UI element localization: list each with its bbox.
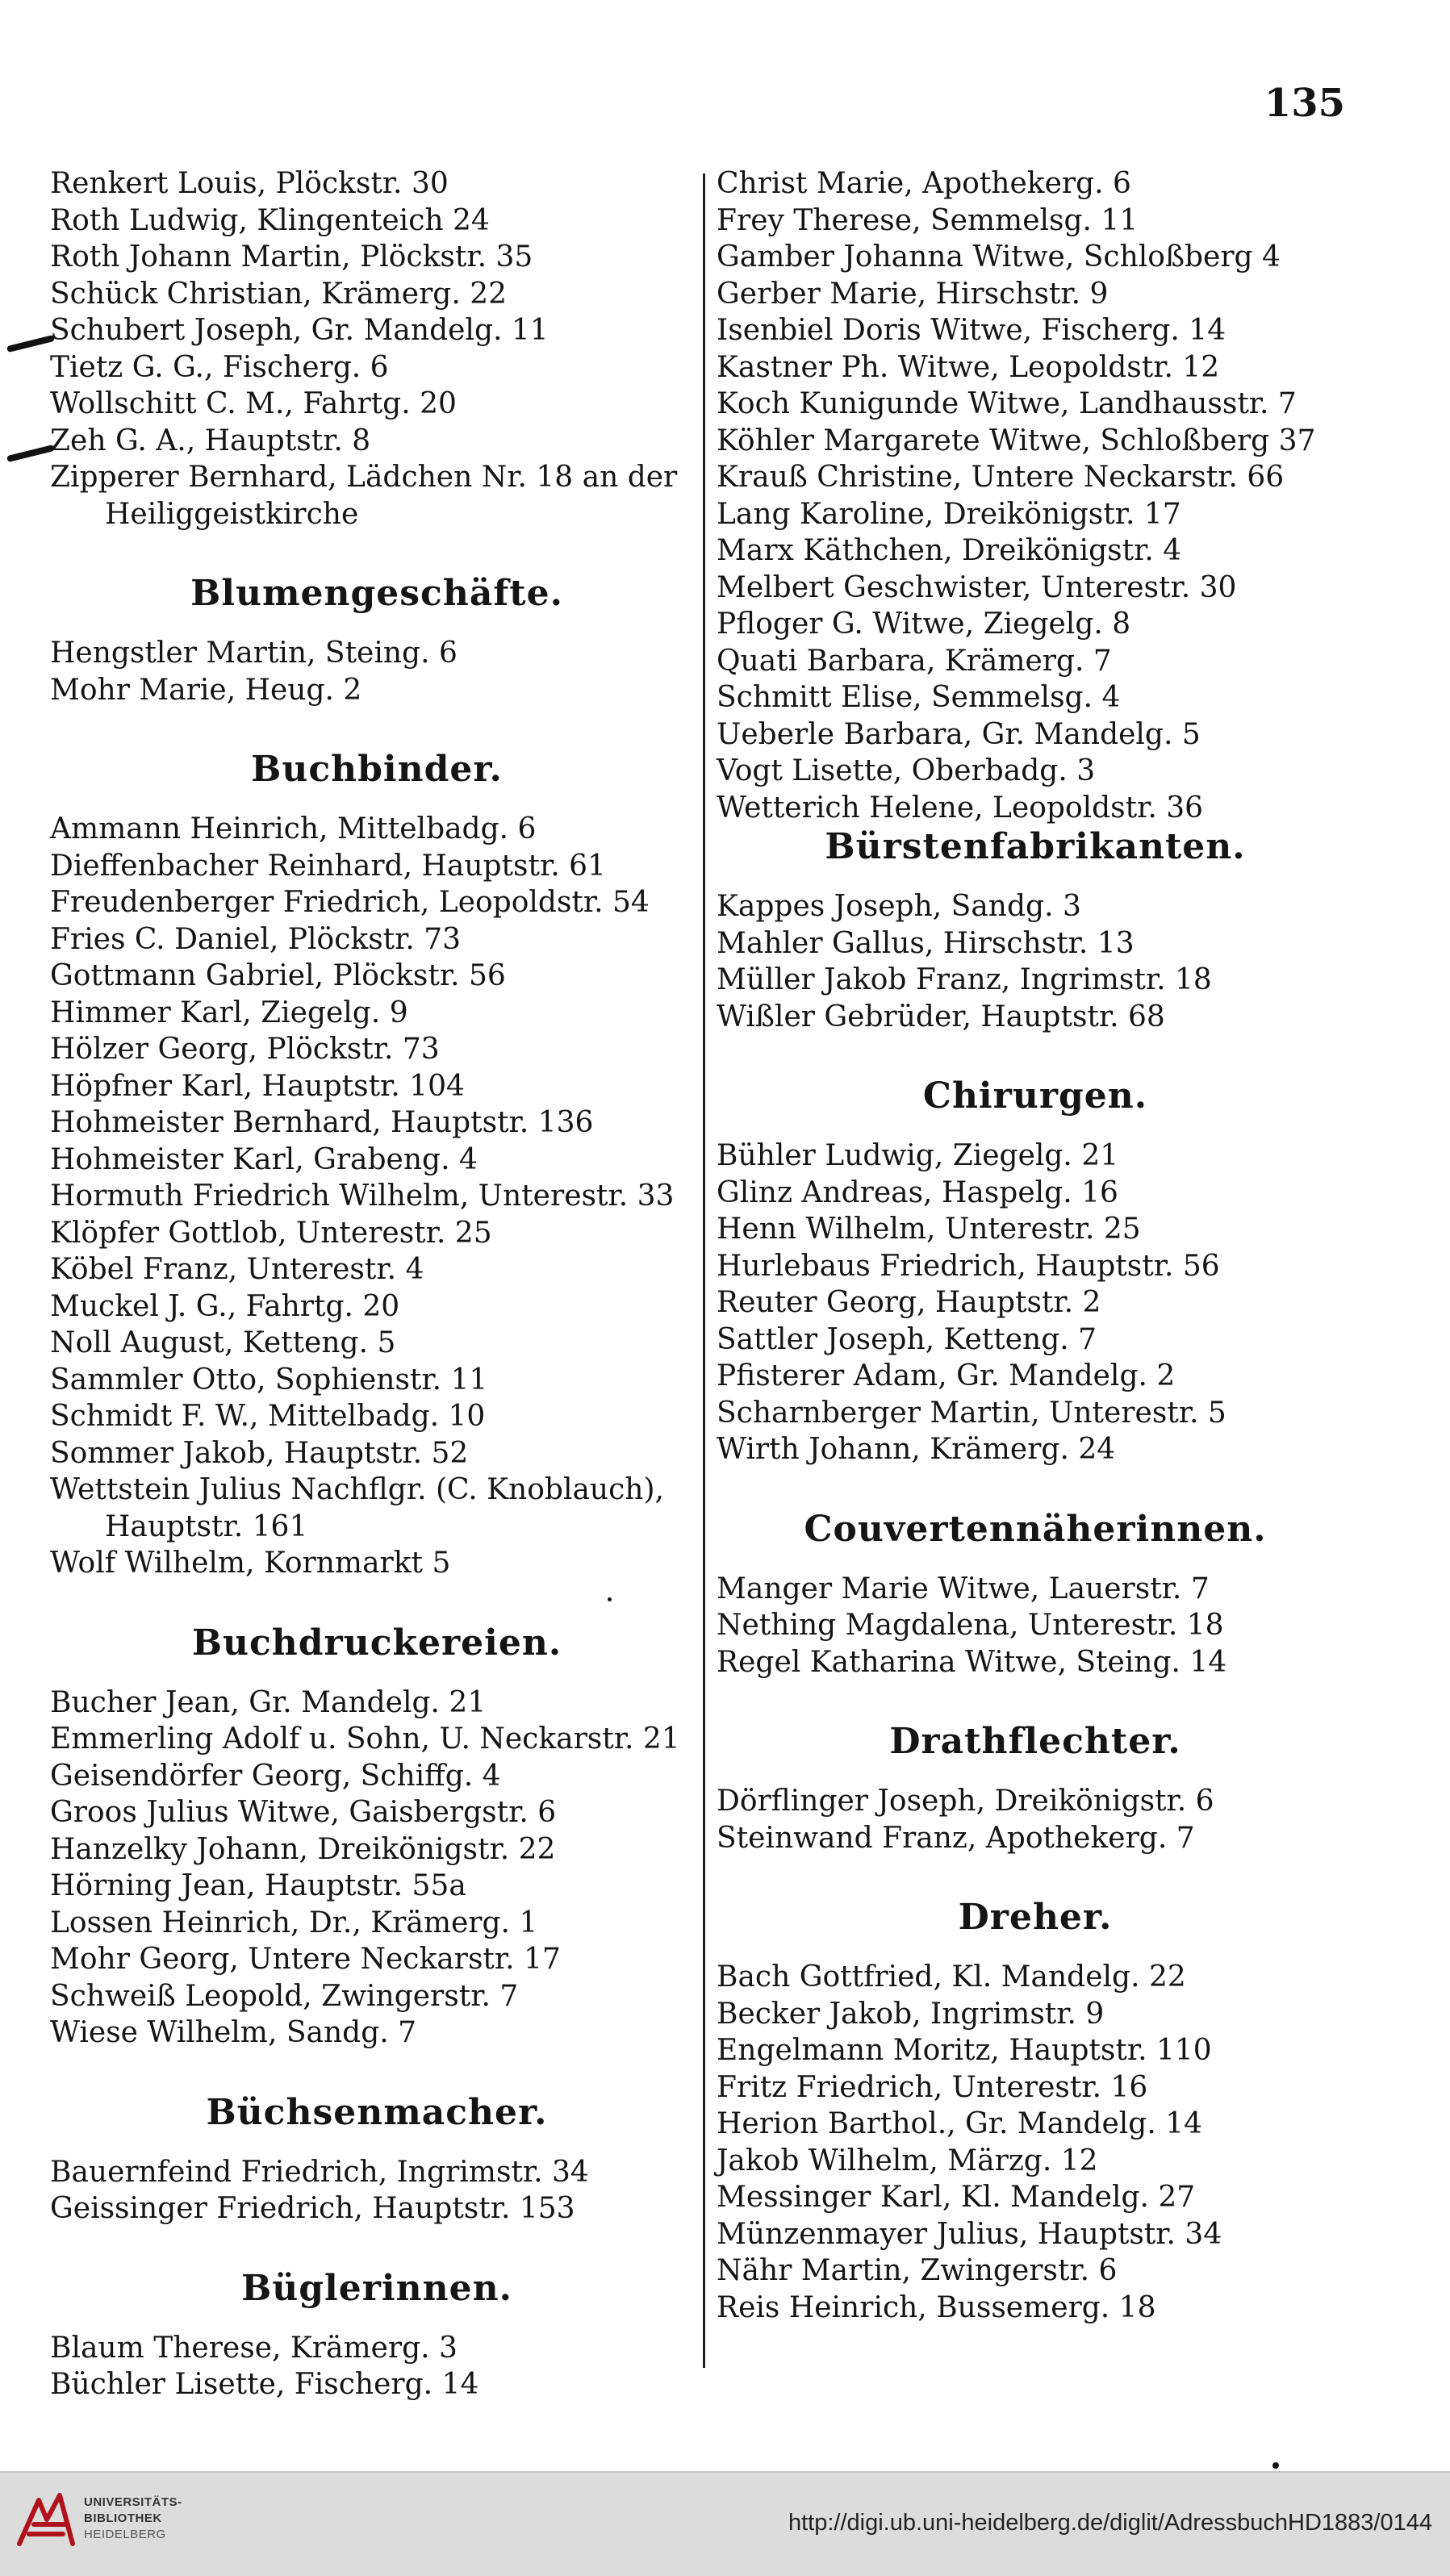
section-heading: Blumengeschäfte. — [190, 573, 563, 614]
right-column — [717, 165, 1354, 2326]
section-heading: Bürstenfabrikanten. — [825, 826, 1246, 867]
directory-entry: Gamber Johanna Witwe, Schloßberg 4 — [717, 240, 1281, 273]
directory-entry: Wirth Johann, Krämerg. 24 — [717, 1433, 1116, 1466]
directory-entry: Mohr Georg, Untere Neckarstr. 17 — [50, 1943, 561, 1976]
trade-section — [50, 2092, 704, 2227]
directory-entry: Ueberle Barbara, Gr. Mandelg. 5 — [717, 717, 1201, 751]
directory-entry: Emmerling Adolf u. Sohn, U. Neckarstr. 21 — [50, 1722, 680, 1756]
directory-entry: Schubert Joseph, Gr. Mandelg. 11 — [50, 314, 549, 347]
right-intro-list — [717, 165, 1354, 826]
directory-entry: Bach Gottfried, Kl. Mandelg. 22 — [717, 1960, 1186, 1994]
digitization-footer — [0, 2471, 1450, 2576]
section-entry-list — [717, 888, 1354, 1035]
directory-entry: Frey Therese, Semmelsg. 11 — [717, 203, 1139, 237]
trade-section — [717, 1897, 1354, 2326]
directory-entry: Himmer Karl, Ziegelg. 9 — [50, 996, 408, 1029]
directory-entry: Kappes Joseph, Sandg. 3 — [717, 890, 1081, 923]
directory-entry: Höpfner Karl, Hauptstr. 104 — [50, 1069, 465, 1103]
directory-entry: Köhler Margarete Witwe, Schloßberg 37 — [717, 424, 1316, 457]
section-entry-list — [50, 635, 704, 708]
directory-entry: Reis Heinrich, Bussemerg. 18 — [717, 2290, 1156, 2324]
directory-entry: Dieffenbacher Reinhard, Hauptstr. 61 — [50, 849, 606, 883]
directory-entry: Muckel J. G., Fahrtg. 20 — [50, 1289, 400, 1323]
column-divider — [703, 173, 705, 2368]
trade-section — [50, 2268, 704, 2403]
directory-entry: Wettstein Julius Nachflgr. (C. Knoblauch), Hauptstr. 161 — [50, 1473, 664, 1543]
directory-entry: Blaum Therese, Krämerg. 3 — [50, 2331, 458, 2365]
directory-entry: Schmitt Elise, Semmelsg. 4 — [717, 681, 1121, 714]
directory-entry: Wollschitt C. M., Fahrtg. 20 — [50, 387, 457, 420]
directory-entry: Quati Barbara, Krämerg. 7 — [717, 644, 1112, 678]
directory-entry: Pfloger G. Witwe, Ziegelg. 8 — [717, 607, 1131, 641]
directory-entry: Ammann Heinrich, Mittelbadg. 6 — [50, 812, 537, 845]
directory-entry: Zeh G. A., Hauptstr. 8 — [50, 424, 371, 457]
section-entry-list — [50, 2154, 704, 2227]
directory-entry: Jakob Wilhelm, Märzg. 12 — [717, 2144, 1098, 2177]
logo-mark — [19, 2495, 73, 2544]
directory-entry: Wißler Gebrüder, Hauptstr. 68 — [717, 1000, 1165, 1033]
directory-entry: Roth Johann Martin, Plöckstr. 35 — [50, 240, 533, 273]
directory-entry: Bucher Jean, Gr. Mandelg. 21 — [50, 1685, 487, 1719]
directory-entry: Melbert Geschwister, Unterestr. 30 — [717, 570, 1237, 604]
directory-entry: Vogt Lisette, Oberbadg. 3 — [717, 754, 1096, 787]
page-number: 135 — [1264, 81, 1345, 126]
directory-entry: Marx Käthchen, Dreikönigstr. 4 — [717, 534, 1182, 567]
directory-entry: Mohr Marie, Heug. 2 — [50, 673, 362, 707]
right-sections — [717, 826, 1354, 2326]
directory-entry: Dörflinger Joseph, Dreikönigstr. 6 — [717, 1785, 1214, 1818]
directory-entry: Wetterich Helene, Leopoldstr. 36 — [717, 791, 1204, 825]
section-heading: Chirurgen. — [922, 1075, 1148, 1117]
directory-entry: Renkert Louis, Plöckstr. 30 — [50, 167, 449, 200]
trade-section — [50, 573, 704, 708]
directory-entry: Nething Magdalena, Unterestr. 18 — [717, 1609, 1224, 1642]
directory-entry: Fries C. Daniel, Plöckstr. 73 — [50, 922, 462, 956]
section-entry-list — [717, 1959, 1354, 2326]
directory-entry: Gerber Marie, Hirschstr. 9 — [717, 277, 1109, 311]
directory-entry: Steinwand Franz, Apothekerg. 7 — [717, 1821, 1195, 1855]
directory-entry: Krauß Christine, Untere Neckarstr. 66 — [717, 461, 1285, 494]
margin-pen-mark — [6, 335, 55, 353]
directory-entry: Klöpfer Gottlob, Unterestr. 25 — [50, 1216, 492, 1250]
trade-section — [717, 1075, 1354, 1468]
directory-entry: Groos Julius Witwe, Gaisbergstr. 6 — [50, 1796, 557, 1829]
left-intro-list — [50, 165, 704, 532]
directory-entry: Münzenmayer Julius, Hauptstr. 34 — [717, 2217, 1222, 2251]
directory-entry: Lossen Heinrich, Dr., Krämerg. 1 — [50, 1906, 538, 1939]
library-name — [84, 2495, 182, 2543]
directory-entry: Roth Ludwig, Klingenteich 24 — [50, 203, 490, 237]
directory-entry: Hengstler Martin, Steing. 6 — [50, 637, 458, 670]
directory-entry: Isenbiel Doris Witwe, Fischerg. 14 — [717, 314, 1226, 347]
directory-entry: Hörning Jean, Hauptstr. 55a — [50, 1869, 466, 1902]
directory-entry: Noll August, Ketteng. 5 — [50, 1326, 396, 1359]
directory-entry: Mahler Gallus, Hirschstr. 13 — [717, 926, 1135, 960]
directory-entry: Geissinger Friedrich, Hauptstr. 153 — [50, 2192, 575, 2225]
trade-section — [50, 749, 704, 1582]
margin-pen-mark — [6, 445, 55, 462]
directory-entry: Koch Kunigunde Witwe, Landhausstr. 7 — [717, 387, 1297, 420]
print-speck — [1272, 2462, 1279, 2469]
directory-entry: Engelmann Moritz, Hauptstr. 110 — [717, 2034, 1212, 2067]
directory-entry: Sommer Jakob, Hauptstr. 52 — [50, 1436, 469, 1470]
directory-entry: Hohmeister Karl, Grabeng. 4 — [50, 1142, 478, 1176]
directory-entry: Manger Marie Witwe, Lauerstr. 7 — [717, 1572, 1210, 1605]
directory-entry: Müller Jakob Franz, Ingrimstr. 18 — [717, 963, 1212, 996]
library-name-line: BIBLIOTHEK — [84, 2511, 162, 2525]
directory-entry: Nähr Martin, Zwingerstr. 6 — [717, 2254, 1118, 2287]
directory-entry: Pfisterer Adam, Gr. Mandelg. 2 — [717, 1359, 1176, 1392]
directory-entry: Tietz G. G., Fischerg. 6 — [50, 350, 389, 384]
section-heading: Dreher. — [958, 1897, 1113, 1938]
directory-entry: Scharnberger Martin, Unterestr. 5 — [717, 1396, 1226, 1430]
trade-section — [717, 1509, 1354, 1681]
directory-entry: Messinger Karl, Kl. Mandelg. 27 — [717, 2181, 1196, 2214]
directory-entry: Wolf Wilhelm, Kornmarkt 5 — [50, 1547, 451, 1580]
left-column — [50, 165, 704, 2403]
section-entry-list — [717, 1138, 1354, 1468]
directory-entry: Büchler Lisette, Fischerg. 14 — [50, 2368, 479, 2401]
directory-entry: Freudenberger Friedrich, Leopoldstr. 54 — [50, 886, 650, 919]
directory-entry: Lang Karoline, Dreikönigstr. 17 — [717, 497, 1181, 531]
directory-entry: Wiese Wilhelm, Sandg. 7 — [50, 2016, 417, 2049]
trade-section — [717, 826, 1354, 1035]
directory-entry: Hölzer Georg, Plöckstr. 73 — [50, 1033, 440, 1066]
library-name-line: HEIDELBERG — [84, 2528, 166, 2541]
directory-entry: Bauernfeind Friedrich, Ingrimstr. 34 — [50, 2155, 589, 2189]
section-entry-list — [50, 1685, 704, 2052]
directory-entry: Hurlebaus Friedrich, Hauptstr. 56 — [717, 1249, 1220, 1283]
section-entry-list — [50, 2330, 704, 2403]
section-heading: Büchsenmacher. — [206, 2091, 548, 2133]
directory-entry: Herion Barthol., Gr. Mandelg. 14 — [717, 2107, 1203, 2140]
section-heading: Buchdruckereien. — [191, 1622, 562, 1664]
university-library-logo-icon — [15, 2489, 77, 2552]
directory-entry: Christ Marie, Apothekerg. 6 — [717, 167, 1131, 200]
directory-entry: Regel Katharina Witwe, Steing. 14 — [717, 1645, 1227, 1679]
directory-entry: Sammler Otto, Sophienstr. 11 — [50, 1363, 488, 1397]
directory-entry: Schück Christian, Krämerg. 22 — [50, 277, 508, 311]
section-entry-list — [717, 1783, 1354, 1856]
directory-entry: Schmidt F. W., Mittelbadg. 10 — [50, 1400, 486, 1433]
section-heading: Couvertennäherinnen. — [804, 1508, 1267, 1550]
print-speck — [608, 1597, 612, 1601]
directory-entry: Gottmann Gabriel, Plöckstr. 56 — [50, 959, 506, 992]
directory-entry: Glinz Andreas, Haspelg. 16 — [717, 1175, 1118, 1209]
directory-entry: Reuter Georg, Hauptstr. 2 — [717, 1286, 1101, 1319]
directory-entry: Hanzelky Johann, Dreikönigstr. 22 — [50, 1832, 556, 1866]
directory-entry: Zipperer Bernhard, Lädchen Nr. 18 an der Heiliggeistkirche — [50, 461, 678, 531]
trade-section — [717, 1721, 1354, 1856]
directory-entry: Schweiß Leopold, Zwingerstr. 7 — [50, 1979, 519, 2013]
section-heading: Buchbinder. — [251, 749, 503, 790]
directory-entry: Geisendörfer Georg, Schiffg. 4 — [50, 1759, 501, 1793]
directory-entry: Kastner Ph. Witwe, Leopoldstr. 12 — [717, 350, 1220, 384]
directory-entry: Köbel Franz, Unterestr. 4 — [50, 1253, 424, 1286]
section-entry-list — [717, 1571, 1354, 1681]
trade-section — [50, 1622, 704, 2052]
directory-entry: Hohmeister Bernhard, Hauptstr. 136 — [50, 1106, 594, 1139]
section-heading: Drathflechter. — [889, 1721, 1181, 1762]
directory-entry: Becker Jakob, Ingrimstr. 9 — [717, 1997, 1105, 2031]
left-sections — [50, 573, 704, 2403]
directory-entry: Fritz Friedrich, Unterestr. 16 — [717, 2070, 1148, 2104]
directory-entry: Sattler Joseph, Ketteng. 7 — [717, 1322, 1097, 1356]
section-entry-list — [50, 811, 704, 1582]
library-name-line: UNIVERSITÄTS- — [84, 2495, 182, 2509]
section-heading: Büglerinnen. — [241, 2267, 512, 2309]
directory-entry: Bühler Ludwig, Ziegelg. 21 — [717, 1139, 1119, 1172]
directory-entry: Hormuth Friedrich Wilhelm, Unterestr. 33 — [50, 1179, 675, 1213]
directory-entry: Henn Wilhelm, Unterestr. 25 — [717, 1213, 1141, 1246]
source-url-link[interactable]: http://digi.ub.uni-heidelberg.de/diglit/AdressbuchHD1883/0144 — [788, 2510, 1432, 2536]
